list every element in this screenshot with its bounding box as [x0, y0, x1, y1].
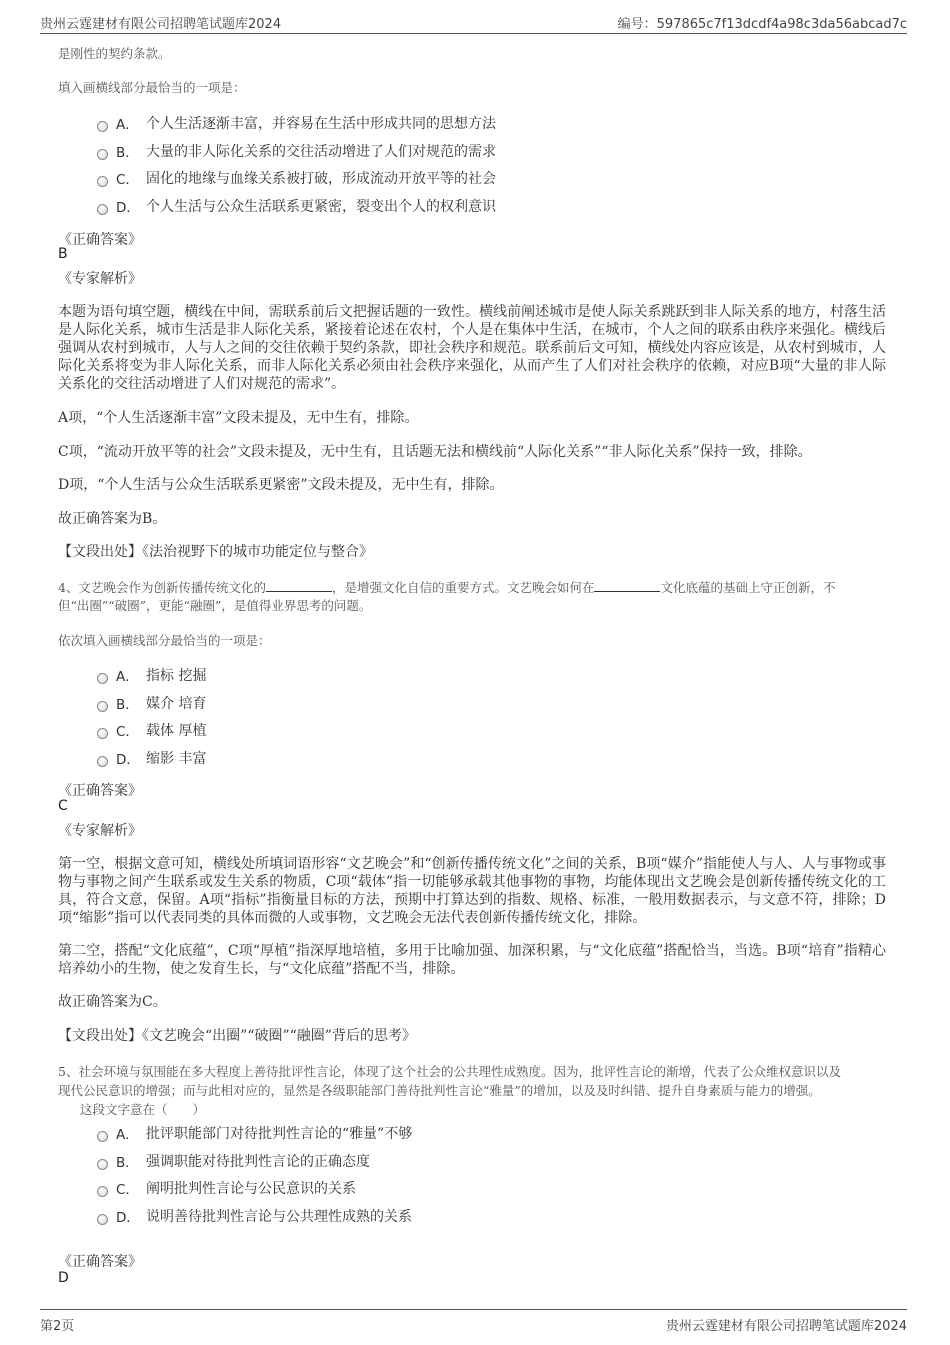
q4-prompt: 依次填入画横线部分最恰当的一项是：: [58, 633, 271, 648]
option-text: 大量的非人际化关系的交往活动增进了人们对规范的需求: [146, 144, 496, 160]
option-text: 阐明批判性言论与公民意识的关系: [146, 1181, 356, 1197]
q5-option-a[interactable]: A． 批评职能部门对待批判性言论的“雅量”不够: [97, 1123, 412, 1143]
fill-blank: [266, 579, 332, 592]
option-text: 指标 挖掘: [146, 668, 207, 684]
radio-icon[interactable]: [97, 176, 108, 187]
q3-answer-label: 《正确答案》: [58, 232, 142, 248]
q3-option-a[interactable]: A． 个人生活逐渐丰富，并容易在生活中形成共同的思想方法: [97, 113, 496, 133]
q3-answer: B: [58, 246, 68, 262]
footer-title: 贵州云霆建材有限公司招聘笔试题库2024: [665, 1319, 907, 1334]
q3-option-b[interactable]: B． 大量的非人际化关系的交往活动增进了人们对规范的需求: [97, 141, 496, 161]
q3-analysis-d: D项，“个人生活与公众生活联系更紧密”文段未提及，无中生有，排除。: [58, 477, 504, 493]
q5-stem-line1: 5、社会环境与氛围能在多大程度上善待批评性言论，体现了这个社会的公共理性成熟度。因为，批评性言论的渐增，代表了公众维权意识以及: [58, 1064, 841, 1079]
q3-stem-tail: 是刚性的契约条款。: [58, 46, 171, 61]
page-footer: [40, 1309, 907, 1334]
q3-analysis-c: C项，“流动开放平等的社会”文段未提及，无中生有，且话题无法和横线前“人际化关系”“非人际化关系”保持一致，排除。: [58, 444, 812, 460]
radio-icon[interactable]: [97, 149, 108, 160]
q4-analysis-blank2: 第二空，搭配“文化底蕴”，C项“厚植”指深厚地培植，多用于比喻加强、加深积累，与“文化底蕴”搭配恰当，当选。B项“培育”指精心培养幼小的生物，使之发育生长，与“文化底蕴”搭配不当，排除。: [58, 943, 886, 977]
fill-blank: [594, 579, 660, 592]
q4-answer: C: [58, 798, 68, 814]
q3-conclusion: 故正确答案为B。: [58, 511, 167, 527]
header-title: 贵州云霆建材有限公司招聘笔试题库2024: [40, 17, 282, 32]
q4-analysis-label: 《专家解析》: [58, 823, 142, 839]
q5-stem-line2: 现代公民意识的增强；而与此相对应的，显然是各级职能部门善待批判性言论“雅量”的增加，以及及时纠错、提升自身素质与能力的增强。: [58, 1083, 821, 1098]
q3-analysis-a: A项，“个人生活逐渐丰富”文段未提及，无中生有，排除。: [58, 410, 419, 426]
option-text: 个人生活与公众生活联系更紧密，裂变出个人的权利意识: [146, 199, 496, 215]
radio-icon[interactable]: [97, 756, 108, 767]
radio-icon[interactable]: [97, 701, 108, 712]
option-text: 批评职能部门对待批判性言论的“雅量”不够: [146, 1126, 413, 1142]
q3-source: 【文段出处】《法治视野下的城市功能定位与整合》: [58, 544, 373, 560]
radio-icon[interactable]: [97, 204, 108, 215]
option-text: 固化的地缘与血缘关系被打破，形成流动开放平等的社会: [146, 171, 496, 187]
option-text: 载体 厚植: [146, 723, 207, 739]
radio-icon[interactable]: [97, 121, 108, 132]
option-text: 说明善待批判性言论与公共理性成熟的关系: [146, 1209, 412, 1225]
radio-icon[interactable]: [97, 728, 108, 739]
option-text: 媒介 培育: [146, 696, 207, 712]
q3-prompt: 填入画横线部分最恰当的一项是：: [58, 80, 246, 95]
q3-option-c[interactable]: C． 固化的地缘与血缘关系被打破，形成流动开放平等的社会: [97, 168, 496, 188]
radio-icon[interactable]: [97, 1214, 108, 1225]
q5-prompt: 这段文字意在（ ）: [80, 1102, 206, 1117]
q3-analysis-paragraph: 本题为语句填空题，横线在中间，需联系前后文把握话题的一致性。横线前阐述城市是使人际关系跳跃到非人际关系的地方，村落生活是人际化关系，城市生活是非人际化关系，紧接着论述在农村，个人是在集体中生活，在城市，个人之间的联系由秩序来强化。横线后强调从农村到城市，人与人之间的交往依赖于契约条款，即社会秩序和规范。联系前后文可知，横线处内容应该是，从农村到城市，人际化关系将变为非人际化关系，而非人际化关系必须由社会秩序来强化，从而产生了人们对社会秩序的依赖，对应B项“大量的非人际关系化的交往活动增进了人们对规范的需求”。: [58, 304, 886, 392]
q4-source: 【文段出处】《文艺晚会“出圈”“破圈”“融圈”背后的思考》: [58, 1028, 416, 1044]
q4-option-a[interactable]: A． 指标 挖掘: [97, 665, 206, 685]
option-text: 缩影 丰富: [146, 751, 207, 767]
q4-option-b[interactable]: B． 媒介 培育: [97, 693, 206, 713]
q3-option-d[interactable]: D． 个人生活与公众生活联系更紧密，裂变出个人的权利意识: [97, 196, 496, 216]
page-number: 第2页: [40, 1319, 75, 1334]
q4-stem-line2: 但“出圈”“破圈”，更能“融圈”，是值得业界思考的问题。: [58, 598, 372, 613]
header-doc-id: 编号：597865c7f13dcdf4a98c3da56abcad7c: [617, 17, 907, 32]
q5-answer-label: 《正确答案》: [58, 1254, 142, 1270]
option-text: 强调职能对待批判性言论的正确态度: [146, 1154, 370, 1170]
option-text: 个人生活逐渐丰富，并容易在生活中形成共同的思想方法: [146, 116, 496, 132]
q4-analysis-blank1: 第一空，根据文意可知，横线处所填词语形容“文艺晚会”和“创新传播传统文化”之间的关系，B项“媒介”指能使人与人、人与事物或事物与事物之间产生联系或发生关系的物质，C项“载体”指一切能够承载其他事物的事物，均能体现出文艺晚会是创新传播传统文化的工具，符合文意，保留。A项“指标”指衡量目标的方法，预期中打算达到的指数、规格、标准，一般用数据表示，与文意不符，排除；D项“缩影”指可以代表同类的具体而微的人或事物，文艺晚会无法代表创新传播传统文化，排除。: [58, 856, 886, 926]
q3-analysis-label: 《专家解析》: [58, 271, 142, 287]
q4-option-d[interactable]: D． 缩影 丰富: [97, 748, 206, 768]
radio-icon[interactable]: [97, 1186, 108, 1197]
q5-answer: D: [58, 1270, 69, 1286]
q4-conclusion: 故正确答案为C。: [58, 994, 167, 1010]
radio-icon[interactable]: [97, 1131, 108, 1142]
q5-option-d[interactable]: D． 说明善待批判性言论与公共理性成熟的关系: [97, 1206, 412, 1226]
q4-answer-label: 《正确答案》: [58, 783, 142, 799]
q4-stem: 4、文艺晚会作为创新传播传统文化的 ，是增强文化自信的重要方式。文艺晚会如何在 文化底蕴的基础上守正创新，不: [58, 580, 836, 595]
q4-option-c[interactable]: C． 载体 厚植: [97, 720, 206, 740]
page-header: [40, 9, 907, 34]
q5-option-c[interactable]: C． 阐明批判性言论与公民意识的关系: [97, 1178, 356, 1198]
q5-option-b[interactable]: B． 强调职能对待批判性言论的正确态度: [97, 1151, 370, 1171]
radio-icon[interactable]: [97, 1159, 108, 1170]
radio-icon[interactable]: [97, 673, 108, 684]
